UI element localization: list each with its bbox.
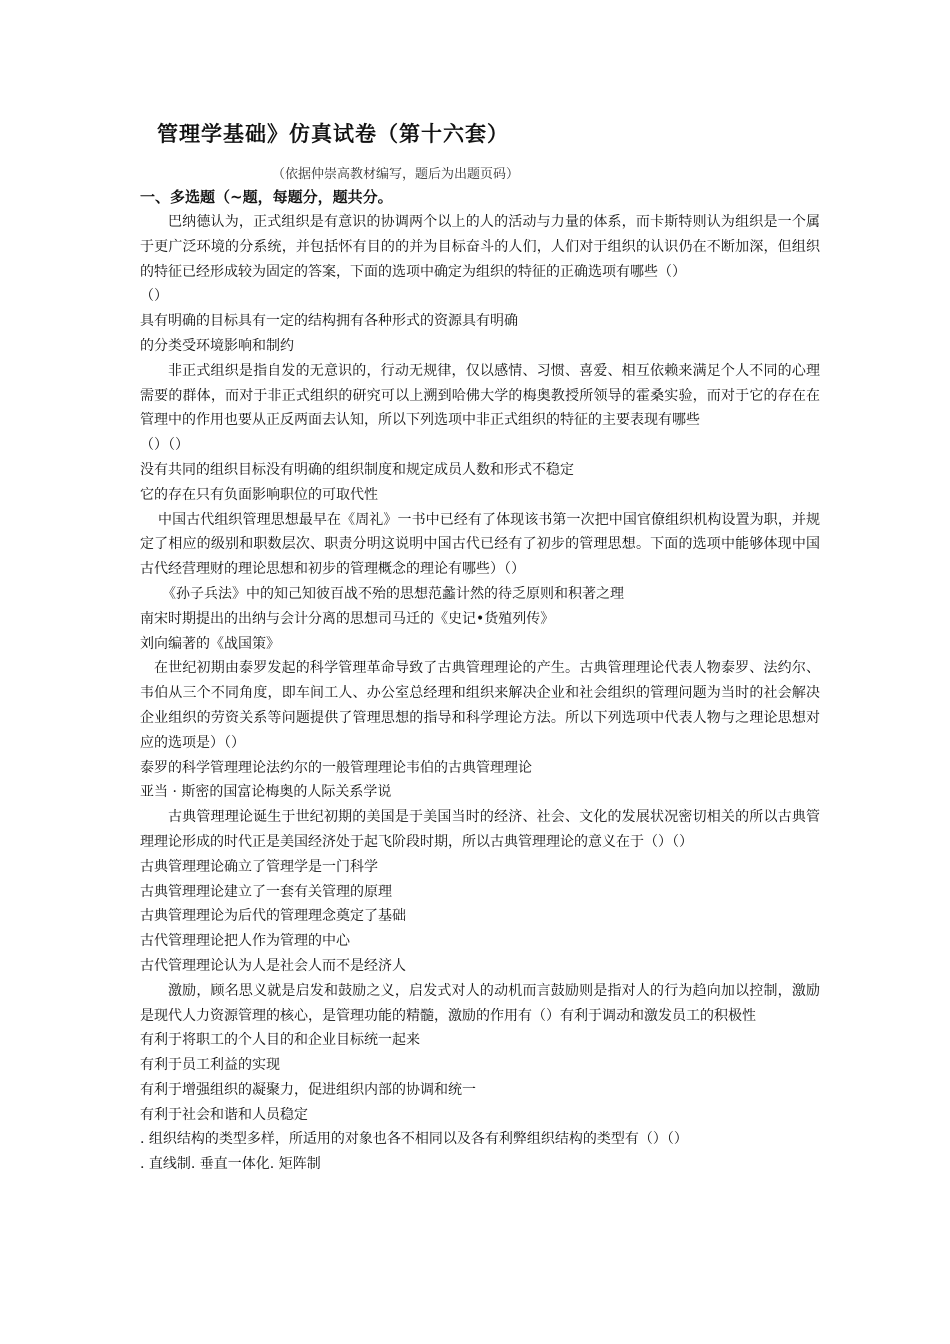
question-5-option-2: 古典管理理论建立了一套有关管理的原理	[140, 883, 392, 900]
question-1-stem: 巴纳德认为，正式组织是有意识的协调两个以上的人的活动与力量的体系，而卡斯特则认为组织是一个属于更广泛环境的分系统，并包括怀有目的的并为目标奋斗的人们，人们对于组织的认识仍在不断加深，但组织的特征已经形成较为固定的答案，下面的选项中确定为组织的特征的正确选项有哪些（）	[140, 214, 820, 280]
question-6-option-1: 有利于将职工的个人目的和企业目标统一起来	[140, 1032, 420, 1049]
question-1-option-2: 的分类受环境影响和制约	[140, 337, 294, 354]
question-4-stem: 在世纪初期由泰罗发起的科学管理革命导致了古典管理理论的产生。古典管理理论代表人物泰罗、法约尔、韦伯从三个不同角度，即车间工人、办公室总经理和组织来解决企业和社会组织的管理问题为当时的社会解决企业组织的劳资关系等问题提供了管理思想的指导和科学理论方法。所以下列选项中代表人物与之理论思想对应的选项是）（）	[140, 660, 820, 751]
question-4-option-1: 泰罗的科学管理理论法约尔的一般管理理论韦伯的古典管理理论	[140, 759, 532, 776]
question-3-option-3: 刘向编著的《战国策》	[140, 635, 280, 652]
question-2-stem: 非正式组织是指自发的无意识的，行动无规律，仅以感情、习惯、喜爱、相互依赖来满足个人不同的心理需要的群体，而对于非正式组织的研究可以上溯到哈佛大学的梅奥教授所领导的霍桑实验，而对于它的存在在管理中的作用也要从正反两面去认知，所以下列选项中非正式组织的特征的主要表现有哪些	[140, 362, 820, 429]
question-5-option-5: 古代管理理论认为人是社会人而不是经济人	[140, 957, 406, 974]
page-title: 管理学基础》仿真试卷（第十六套）	[157, 122, 509, 146]
question-6-option-4: 有利于社会和谐和人员稳定	[140, 1106, 308, 1123]
question-2-option-1: 没有共同的组织目标没有明确的组织制度和规定成员人数和形式不稳定	[140, 461, 574, 478]
question-3-stem: 中国古代组织管理思想最早在《周礼》一书中已经有了体现该书第一次把中国官僚组织机构设置为职，并规定了相应的级别和职数层次、职责分明这说明中国古代已经有了初步的管理思想。下面的选项中能够体现中国古代经营理财的理论思想和初步的管理概念的理论有哪些）（）	[140, 511, 820, 578]
section-heading: 一、多选题（~题，每题分，题共分。	[140, 188, 393, 206]
question-1-blank: （）	[140, 288, 168, 305]
question-6-option-2: 有利于员工利益的实现	[140, 1057, 280, 1074]
page-subtitle: （依据仲崇高教材编写，题后为出题页码）	[272, 167, 520, 182]
question-6-stem: 激励，顾名思义就是启发和鼓励之义，启发式对人的动机而言鼓励则是指对人的行为趋向加以控制，激励是现代人力资源管理的核心，是管理功能的精髓，激励的作用有（）有利于调动和激发员工的积极性	[140, 982, 820, 1024]
question-4-option-2: 亚当 · 斯密的国富论梅奥的人际关系学说	[140, 784, 392, 801]
question-6-option-3: 有利于增强组织的凝聚力，促进组织内部的协调和统一	[140, 1081, 476, 1098]
question-3-option-1: 《孙子兵法》中的知己知彼百战不殆的思想范蠡计然的待乏原则和积著之理	[162, 585, 624, 602]
question-5-option-1: 古典管理理论确立了管理学是一门科学	[140, 858, 378, 875]
question-2-blank: （）（）	[140, 437, 189, 454]
question-5-option-4: 古代管理理论把人作为管理的中心	[140, 933, 350, 950]
question-1-option-1: 具有明确的目标具有一定的结构拥有各种形式的资源具有明确	[140, 313, 518, 330]
question-5-option-3: 古典管理理论为后代的管理理念奠定了基础	[140, 908, 406, 925]
question-7-stem: . 组织结构的类型多样，所适用的对象也各不相同以及各有利弊组织结构的类型有（）（）	[140, 1131, 688, 1148]
question-list	[140, 210, 820, 1177]
question-3-option-2: 南宋时期提出的出纳与会计分离的思想司马迁的《史记•货殖列传》	[140, 610, 555, 627]
question-2-option-2: 它的存在只有负面影响职位的可取代性	[140, 486, 378, 503]
question-5-stem: 古典管理理论诞生于世纪初期的美国是于美国当时的经济、社会、文化的发展状况密切相关的所以古典管理理论形成的时代正是美国经济处于起飞阶段时期，所以古典管理理论的意义在于（）（）	[140, 809, 820, 850]
question-7-option-1: . 直线制. 垂直一体化. 矩阵制	[140, 1156, 321, 1173]
